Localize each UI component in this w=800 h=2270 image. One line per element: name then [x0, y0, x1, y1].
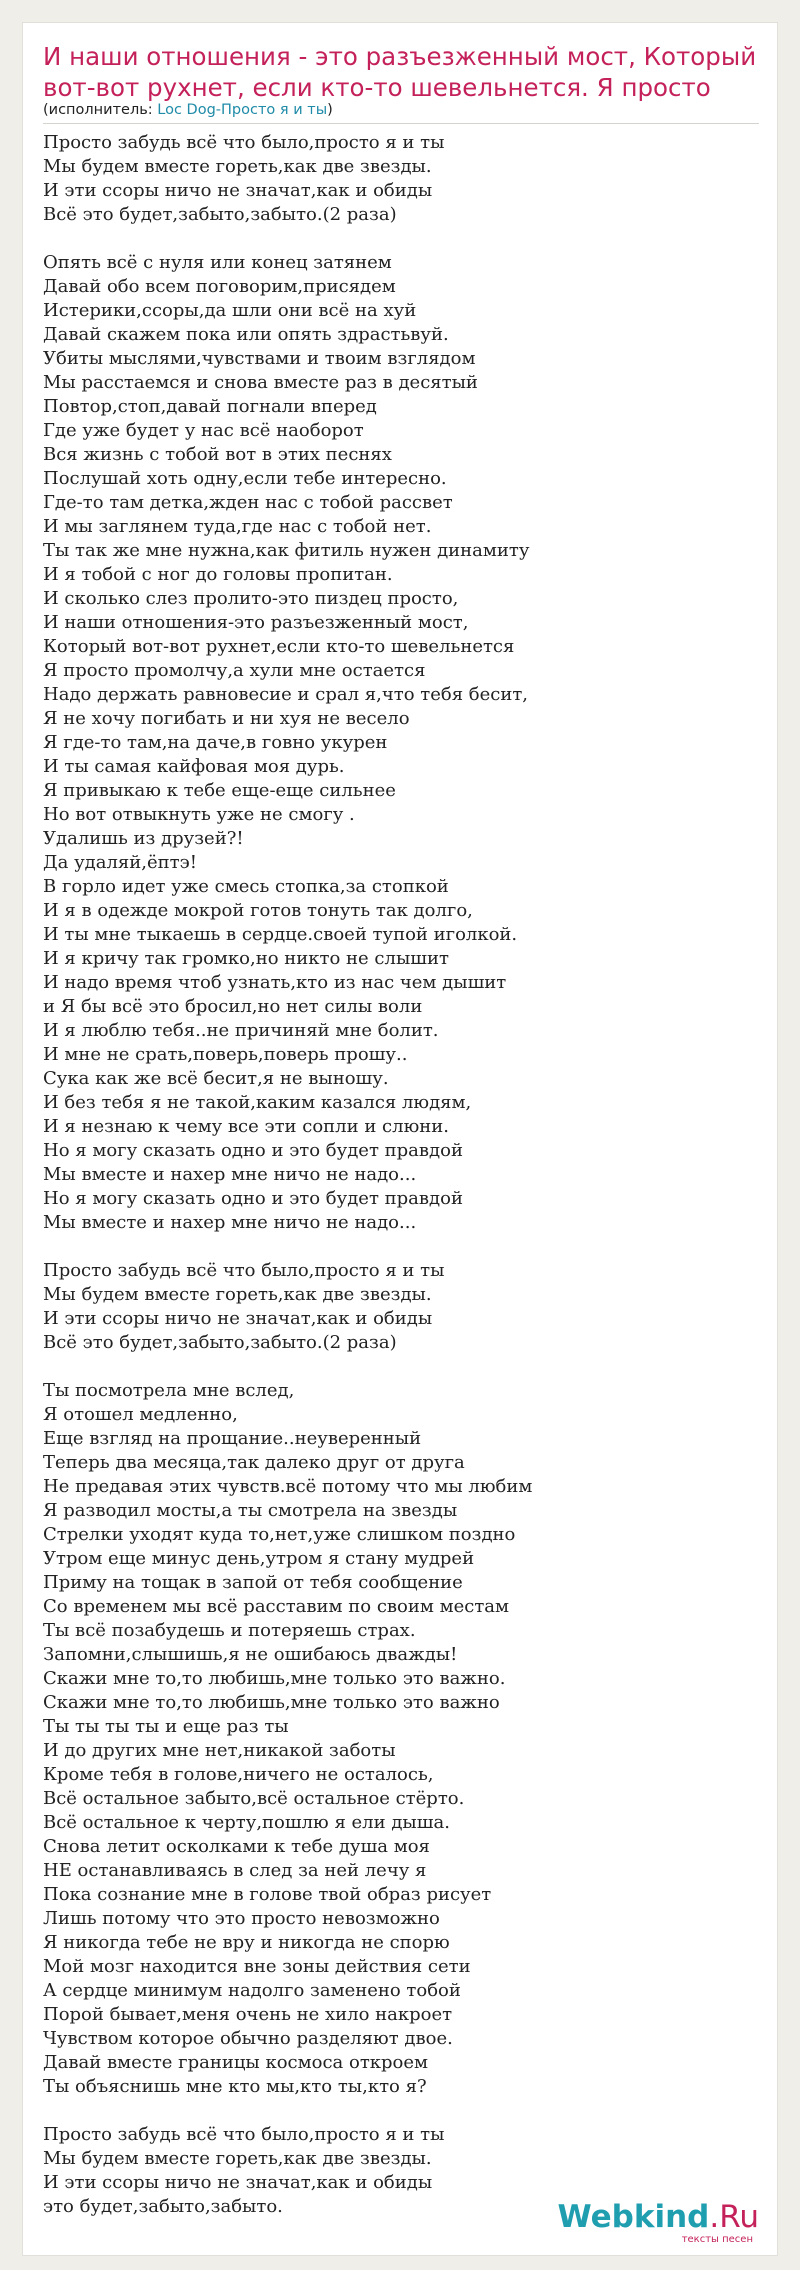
logo-main-text: Webkind: [557, 2199, 710, 2235]
lyric-line: Вся жизнь с тобой вот в этих песнях: [43, 444, 392, 465]
lyric-line: Мы будем вместе гореть,как две звезды.: [43, 2148, 432, 2169]
artist-line: [43, 101, 333, 119]
lyric-line: Я никогда тебе не вру и никогда не спорю: [43, 1932, 450, 1953]
lyric-line: Убиты мыслями,чувствами и твоим взглядом: [43, 348, 476, 369]
lyric-line: И ты мне тыкаешь в сердце.своей тупой иголкой.: [43, 924, 518, 945]
lyric-line: Пока сознание мне в голове твой образ рисует: [43, 1884, 492, 1905]
lyric-line: Всё это будет,забыто,забыто.(2 раза): [43, 1332, 397, 1353]
lyric-line: Я привыкаю к тебе еще-еще сильнее: [43, 780, 396, 801]
lyric-line: Запомни,слышишь,я не ошибаюсь дважды!: [43, 1644, 458, 1665]
lyric-line: Ты ты ты ты и еще раз ты: [43, 1716, 289, 1737]
lyric-line: Который вот-вот рухнет,если кто-то шевельнется: [43, 636, 515, 657]
lyric-line: Ты так же мне нужна,как фитиль нужен динамиту: [43, 540, 530, 561]
lyric-line: Давай скажем пока или опять здрастьвуй.: [43, 324, 449, 345]
lyric-line: Я разводил мосты,а ты смотрела на звезды: [43, 1500, 458, 1521]
lyrics-verse: [43, 251, 759, 1235]
lyric-line: Скажи мне то,то любишь,мне только это важно.: [43, 1668, 506, 1689]
lyric-line: Да удаляй,ёптэ!: [43, 852, 197, 873]
lyric-line: Еще взгляд на прощание..неуверенный: [43, 1428, 422, 1449]
lyric-line: Опять всё с нуля или конец затянем: [43, 252, 392, 273]
lyric-line: И наши отношения-это разъезженный мост,: [43, 612, 469, 633]
lyric-line: Ты посмотрела мне вслед,: [43, 1380, 295, 1401]
lyric-line: И сколько слез пролито-это пиздец просто,: [43, 588, 459, 609]
lyric-line: И мне не срать,поверь,поверь прошу..: [43, 1044, 408, 1065]
lyric-line: Лишь потому что это просто невозможно: [43, 1908, 440, 1929]
lyric-line: Со временем мы всё расставим по своим местам: [43, 1596, 510, 1617]
lyric-line: Удалишь из друзей?!: [43, 828, 244, 849]
lyric-line: Просто забудь всё что было,просто я и ты: [43, 2124, 445, 2145]
lyric-line: И эти ссоры ничо не значат,как и обиды: [43, 180, 433, 201]
lyric-line: Просто забудь всё что было,просто я и ты: [43, 132, 445, 153]
lyric-line: Теперь два месяца,так далеко друг от друга: [43, 1452, 465, 1473]
lyric-line: Ты объяснишь мне кто мы,кто ты,кто я?: [43, 2076, 427, 2097]
lyric-line: Истерики,ссоры,да шли они всё на хуй: [43, 300, 417, 321]
lyric-line: Надо держать равновесие и срал я,что тебя бесит,: [43, 684, 529, 705]
lyric-line: Утром еще минус день,утром я стану мудрей: [43, 1548, 475, 1569]
lyric-line: Скажи мне то,то любишь,мне только это важно: [43, 1692, 500, 1713]
lyric-line: И эти ссоры ничо не значат,как и обиды: [43, 2172, 433, 2193]
lyric-line: И я незнаю к чему все эти сопли и слюни.: [43, 1116, 449, 1137]
lyric-line: Я просто промолчу,а хули мне остается: [43, 660, 426, 681]
lyrics-body: [43, 131, 759, 2243]
lyric-line: Мы вместе и нахер мне ничо не надо...: [43, 1164, 417, 1185]
lyrics-verse: [43, 1259, 759, 1355]
logo-wordmark: [558, 2200, 759, 2234]
lyric-line: Но я могу сказать одно и это будет правдой: [43, 1140, 463, 1161]
lyric-line: Порой бывает,меня очень не хило накроет: [43, 2004, 453, 2025]
lyric-line: Чувством которое обычно разделяют двое.: [43, 2028, 453, 2049]
lyric-line: И эти ссоры ничо не значат,как и обиды: [43, 1308, 433, 1329]
lyric-line: Давай обо всем поговорим,присядем: [43, 276, 396, 297]
artist-suffix: ): [327, 102, 333, 118]
divider: [43, 123, 759, 124]
artist-prefix: (исполнитель:: [43, 102, 158, 118]
artist-link[interactable]: Loc Dog-Просто я и ты: [157, 102, 328, 118]
webkind-logo[interactable]: [558, 2200, 759, 2245]
lyric-line: Стрелки уходят куда то,нет,уже слишком поздно: [43, 1524, 516, 1545]
lyric-line: Я не хочу погибать и ни хуя не весело: [43, 708, 410, 729]
lyric-line: Но я могу сказать одно и это будет правдой: [43, 1188, 463, 1209]
lyric-line: Сука как же всё бесит,я не выношу.: [43, 1068, 389, 1089]
page-title: И наши отношения - это разъезженный мост, Который вот-вот рухнет, если кто-то шевельнется. Я просто: [43, 42, 757, 102]
lyric-line: НЕ останавливаясь в след за ней лечу я: [43, 1860, 427, 1881]
lyric-line: Ты всё позабудешь и потеряешь страх.: [43, 1620, 416, 1641]
lyric-line: И я в одежде мокрой готов тонуть так долго,: [43, 900, 473, 921]
lyric-line: Повтор,стоп,давай погнали вперед: [43, 396, 377, 417]
lyric-line: И ты самая кайфовая моя дурь.: [43, 756, 345, 777]
lyric-line: И надо время чтоб узнать,кто из нас чем дышит: [43, 972, 507, 993]
lyric-line: Мы будем вместе гореть,как две звезды.: [43, 1284, 432, 1305]
lyric-line: И я тобой с ног до головы пропитан.: [43, 564, 393, 585]
lyric-line: Снова летит осколками к тебе душа моя: [43, 1836, 430, 1857]
lyric-line: Не предавая этих чувств.всё потому что мы любим: [43, 1476, 533, 1497]
lyric-line: это будет,забыто,забыто.: [43, 2196, 283, 2217]
lyric-line: Мы расстаемся и снова вместе раз в десятый: [43, 372, 478, 393]
lyric-line: И до других мне нет,никакой заботы: [43, 1740, 396, 1761]
lyric-line: Просто забудь всё что было,просто я и ты: [43, 1260, 445, 1281]
lyric-line: В горло идет уже смесь стопка,за стопкой: [43, 876, 449, 897]
lyric-line: И мы заглянем туда,где нас с тобой нет.: [43, 516, 432, 537]
lyric-line: Кроме тебя в голове,ничего не осталось,: [43, 1764, 434, 1785]
lyric-line: И я кричу так громко,но никто не слышит: [43, 948, 449, 969]
lyric-line: Где уже будет у нас всё наоборот: [43, 420, 364, 441]
lyrics-card: [22, 22, 778, 2256]
lyric-line: А сердце минимум надолго заменено тобой: [43, 1980, 461, 2001]
lyric-line: Где-то там детка,жден нас с тобой рассвет: [43, 492, 453, 513]
lyric-line: Мой мозг находится вне зоны действия сети: [43, 1956, 471, 1977]
lyric-line: Но вот отвыкнуть уже не смогу .: [43, 804, 355, 825]
logo-suffix: .Ru: [709, 2199, 759, 2235]
lyric-line: Я отошел медленно,: [43, 1404, 238, 1425]
logo-tagline: тексты песен: [681, 2234, 753, 2245]
lyric-line: Всё остальное забыто,всё остальное стёрто.: [43, 1788, 465, 1809]
lyric-line: Мы будем вместе гореть,как две звезды.: [43, 156, 432, 177]
lyrics-verse: [43, 131, 759, 227]
lyric-line: Приму на тощак в запой от тебя сообщение: [43, 1572, 463, 1593]
lyric-line: И без тебя я не такой,каким казался людям,: [43, 1092, 472, 1113]
lyric-line: Мы вместе и нахер мне ничо не надо...: [43, 1212, 417, 1233]
lyrics-verse: [43, 1379, 759, 2099]
lyric-line: Я где-то там,на даче,в говно укурен: [43, 732, 388, 753]
lyric-line: Всё остальное к черту,пошлю я ели дыша.: [43, 1812, 450, 1833]
lyric-line: И я люблю тебя..не причиняй мне болит.: [43, 1020, 439, 1041]
lyric-line: Всё это будет,забыто,забыто.(2 раза): [43, 204, 397, 225]
lyric-line: и Я бы всё это бросил,но нет силы воли: [43, 996, 423, 1017]
lyric-line: Давай вместе границы космоса откроем: [43, 2052, 429, 2073]
lyric-line: Послушай хоть одну,если тебе интересно.: [43, 468, 447, 489]
